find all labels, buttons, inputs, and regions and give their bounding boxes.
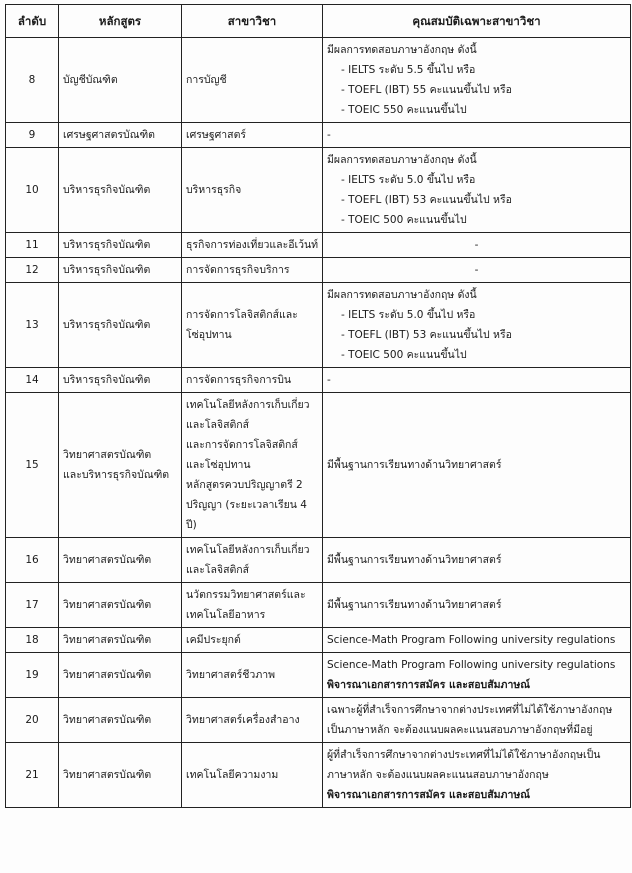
requirement-line: - TOEIC 500 คะแนนขึ้นไป xyxy=(341,214,467,226)
row-number: 12 xyxy=(6,258,59,283)
major-cell xyxy=(182,283,323,368)
table-row xyxy=(6,628,631,653)
row-number: 11 xyxy=(6,233,59,258)
row-number: 20 xyxy=(6,698,59,743)
major-cell xyxy=(182,233,323,258)
table-row xyxy=(6,233,631,258)
curriculum-table xyxy=(5,4,631,808)
major-cell-line: ปริญญา (ระยะเวลาเรียน 4 xyxy=(186,499,307,511)
requirement-line: - TOEFL (IBT) 53 คะแนนขึ้นไป หรือ xyxy=(341,329,512,341)
major-cell-line: การจัดการธุรกิจการบิน xyxy=(186,374,292,386)
row-number: 16 xyxy=(6,538,59,583)
program-cell xyxy=(59,38,182,123)
major-cell xyxy=(182,538,323,583)
major-cell-line: เทคโนโลยีอาหาร xyxy=(186,609,266,621)
program-cell-line: วิทยาศาสตรบัณฑิต xyxy=(63,769,152,781)
row-number: 8 xyxy=(6,38,59,123)
major-cell-line: การจัดการโลจิสติกส์และ xyxy=(186,309,298,321)
requirements-cell xyxy=(323,393,631,538)
program-cell xyxy=(59,148,182,233)
program-cell-line: วิทยาศาสตรบัณฑิต xyxy=(63,714,152,726)
program-cell-line: บัญชีบัณฑิต xyxy=(63,74,118,86)
requirements-cell xyxy=(323,283,631,368)
row-number: 15 xyxy=(6,393,59,538)
major-cell xyxy=(182,148,323,233)
major-cell xyxy=(182,123,323,148)
header-no: ลำดับ xyxy=(6,5,59,38)
major-cell-line: เคมีประยุกต์ xyxy=(186,634,241,646)
program-cell-line: วิทยาศาสตรบัณฑิต xyxy=(63,554,152,566)
program-cell-line: บริหารธุรกิจบัณฑิต xyxy=(63,374,151,386)
requirements-cell xyxy=(323,38,631,123)
major-cell-line: เศรษฐศาสตร์ xyxy=(186,129,247,141)
program-cell xyxy=(59,283,182,368)
row-number: 13 xyxy=(6,283,59,368)
major-cell xyxy=(182,743,323,808)
requirement-line: ผู้ที่สำเร็จการศึกษาจากต่างประเทศที่ไม่ได้ใช้ภาษาอังกฤษเป็น xyxy=(327,749,601,761)
requirements-cell xyxy=(323,233,631,258)
table-row xyxy=(6,148,631,233)
requirement-line: เป็นภาษาหลัก จะต้องแนบผลคะแนนสอบภาษาอังกฤษที่มีอยู่ xyxy=(327,724,593,736)
major-cell-line: วิทยาศาสตร์ชีวภาพ xyxy=(186,669,276,681)
major-cell xyxy=(182,583,323,628)
requirement-line: - TOEFL (IBT) 55 คะแนนขึ้นไป หรือ xyxy=(341,84,512,96)
major-cell xyxy=(182,258,323,283)
program-cell xyxy=(59,538,182,583)
table-row xyxy=(6,653,631,698)
row-number: 19 xyxy=(6,653,59,698)
program-cell-line: บริหารธุรกิจบัณฑิต xyxy=(63,264,151,276)
table-row xyxy=(6,698,631,743)
requirement-line: Science-Math Program Following university regulations xyxy=(327,659,616,671)
major-cell-line: เทคโนโลยีหลังการเก็บเกี่ยว xyxy=(186,544,310,556)
requirement-line: - TOEFL (IBT) 53 คะแนนขึ้นไป หรือ xyxy=(341,194,512,206)
major-cell-line: เทคโนโลยีหลังการเก็บเกี่ยว xyxy=(186,399,310,411)
header-program: หลักสูตร xyxy=(59,5,182,38)
program-cell xyxy=(59,368,182,393)
major-cell-line: วิทยาศาสตร์เครื่องสำอาง xyxy=(186,714,300,726)
major-cell xyxy=(182,653,323,698)
program-cell-line: วิทยาศาสตรบัณฑิต xyxy=(63,449,152,461)
requirements-cell xyxy=(323,583,631,628)
requirements-cell xyxy=(323,743,631,808)
major-cell-line: และโซ่อุปทาน xyxy=(186,459,251,471)
requirement-line: - TOEIC 500 คะแนนขึ้นไป xyxy=(341,349,467,361)
requirement-line: - xyxy=(474,239,479,251)
requirement-line: พิจารณาเอกสารการสมัคร และสอบสัมภาษณ์ xyxy=(327,679,531,691)
major-cell-line: หลักสูตรควบปริญญาตรี 2 xyxy=(186,479,303,491)
program-cell-line: วิทยาศาสตรบัณฑิต xyxy=(63,669,152,681)
requirement-line: Science-Math Program Following university regulations xyxy=(327,634,616,646)
table-row xyxy=(6,583,631,628)
requirement-line: มีพื้นฐานการเรียนทางด้านวิทยาศาสตร์ xyxy=(327,459,502,471)
program-cell xyxy=(59,743,182,808)
major-cell-line: ธุรกิจการท่องเที่ยวและอีเว้นท์ xyxy=(186,239,319,251)
major-cell xyxy=(182,628,323,653)
major-cell-line: เทคโนโลยีความงาม xyxy=(186,769,279,781)
requirement-line: มีผลการทดสอบภาษาอังกฤษ ดังนี้ xyxy=(327,44,477,56)
requirement-line: - TOEIC 550 คะแนนขึ้นไป xyxy=(341,104,467,116)
requirements-cell xyxy=(323,123,631,148)
major-cell-line: นวัตกรรมวิทยาศาสตร์และ xyxy=(186,589,306,601)
requirement-line: มีพื้นฐานการเรียนทางด้านวิทยาศาสตร์ xyxy=(327,599,502,611)
table-row xyxy=(6,283,631,368)
requirements-cell xyxy=(323,653,631,698)
table-row xyxy=(6,123,631,148)
program-cell xyxy=(59,258,182,283)
row-number: 21 xyxy=(6,743,59,808)
header-requirements: คุณสมบัติเฉพาะสาขาวิชา xyxy=(323,5,631,38)
row-number: 14 xyxy=(6,368,59,393)
program-cell-line: บริหารธุรกิจบัณฑิต xyxy=(63,184,151,196)
major-cell-line: โซ่อุปทาน xyxy=(186,329,232,341)
major-cell xyxy=(182,38,323,123)
requirements-cell xyxy=(323,368,631,393)
program-cell-line: และบริหารธุรกิจบัณฑิต xyxy=(63,469,170,481)
table-row xyxy=(6,38,631,123)
program-cell-line: บริหารธุรกิจบัณฑิต xyxy=(63,239,151,251)
row-number: 10 xyxy=(6,148,59,233)
table-header-row xyxy=(6,5,631,38)
major-cell-line: ปี) xyxy=(186,519,197,531)
requirements-cell xyxy=(323,538,631,583)
major-cell-line: และโลจิสติกส์ xyxy=(186,419,250,431)
major-cell-line: การบัญชี xyxy=(186,74,227,86)
program-cell-line: เศรษฐศาสตรบัณฑิต xyxy=(63,129,155,141)
header-major: สาขาวิชา xyxy=(182,5,323,38)
program-cell xyxy=(59,123,182,148)
requirement-line: - xyxy=(327,129,331,141)
requirement-line: - IELTS ระดับ 5.0 ขึ้นไป หรือ xyxy=(341,309,476,321)
requirements-cell xyxy=(323,258,631,283)
program-cell-line: บริหารธุรกิจบัณฑิต xyxy=(63,319,151,331)
major-cell-line: และโลจิสติกส์ xyxy=(186,564,250,576)
program-cell-line: วิทยาศาสตรบัณฑิต xyxy=(63,599,152,611)
requirement-line: - xyxy=(327,374,331,386)
program-cell xyxy=(59,653,182,698)
table-row xyxy=(6,743,631,808)
table-row xyxy=(6,393,631,538)
row-number: 18 xyxy=(6,628,59,653)
requirement-line: ภาษาหลัก จะต้องแนบผลคะแนนสอบภาษาอังกฤษ xyxy=(327,769,549,781)
major-cell xyxy=(182,698,323,743)
major-cell xyxy=(182,368,323,393)
requirement-line: - IELTS ระดับ 5.5 ขึ้นไป หรือ xyxy=(341,64,476,76)
program-cell xyxy=(59,233,182,258)
row-number: 17 xyxy=(6,583,59,628)
program-cell xyxy=(59,583,182,628)
table-row xyxy=(6,538,631,583)
requirement-line: - xyxy=(474,264,479,276)
requirements-cell xyxy=(323,148,631,233)
requirement-line: - IELTS ระดับ 5.0 ขึ้นไป หรือ xyxy=(341,174,476,186)
major-cell-line: บริหารธุรกิจ xyxy=(186,184,242,196)
requirement-line: มีผลการทดสอบภาษาอังกฤษ ดังนี้ xyxy=(327,154,477,166)
major-cell-line: และการจัดการโลจิสติกส์ xyxy=(186,439,298,451)
requirement-line: มีพื้นฐานการเรียนทางด้านวิทยาศาสตร์ xyxy=(327,554,502,566)
requirements-cell xyxy=(323,628,631,653)
major-cell-line: การจัดการธุรกิจบริการ xyxy=(186,264,290,276)
requirement-line: พิจารณาเอกสารการสมัคร และสอบสัมภาษณ์ xyxy=(327,789,531,801)
program-cell xyxy=(59,393,182,538)
requirements-cell xyxy=(323,698,631,743)
requirement-line: มีผลการทดสอบภาษาอังกฤษ ดังนี้ xyxy=(327,289,477,301)
table-row xyxy=(6,258,631,283)
table-row xyxy=(6,368,631,393)
major-cell xyxy=(182,393,323,538)
program-cell xyxy=(59,628,182,653)
program-cell-line: วิทยาศาสตรบัณฑิต xyxy=(63,634,152,646)
requirement-line: เฉพาะผู้ที่สำเร็จการศึกษาจากต่างประเทศที่ไม่ได้ใช้ภาษาอังกฤษ xyxy=(327,704,613,716)
table-body xyxy=(6,38,631,808)
row-number: 9 xyxy=(6,123,59,148)
program-cell xyxy=(59,698,182,743)
